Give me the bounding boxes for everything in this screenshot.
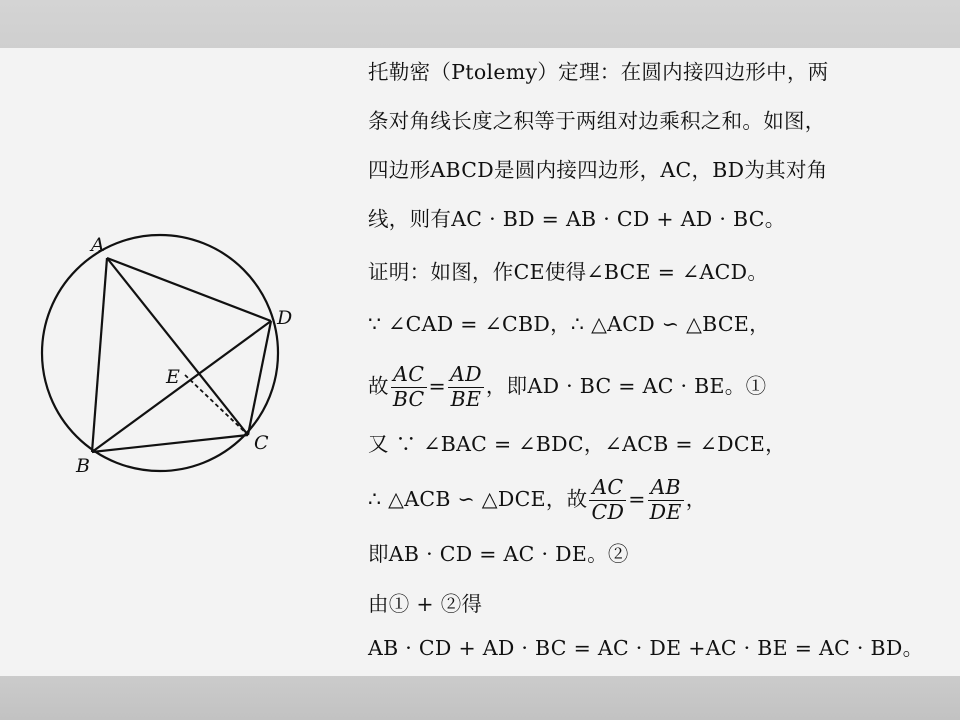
text-line-9: [368, 470, 707, 528]
fraction-numerator: AC: [589, 476, 626, 501]
side-BC: [92, 435, 248, 452]
text-line-4: 线，则有AC · BD = AB · CD + AD · BC。: [368, 207, 786, 231]
photo-top-margin: [0, 0, 960, 48]
text-line-2: 条对角线长度之积等于两组对边乘积之和。如图，: [368, 109, 826, 133]
text-line-1: 托勒密（Ptolemy）定理：在圆内接四边形中，两: [368, 60, 829, 84]
text-line-7: [368, 357, 766, 415]
text-line-9-suffix: ，: [685, 487, 707, 511]
text-line-3: 四边形ABCD是圆内接四边形，AC，BD为其对角: [368, 158, 828, 182]
fraction-ad-be: [448, 363, 484, 411]
fraction-numerator: AD: [450, 362, 482, 387]
text-line-8: 又 ∵ ∠BAC = ∠BDC，∠ACB = ∠DCE，: [368, 432, 786, 456]
fraction-denominator: DE: [649, 500, 682, 524]
vertex-label-C: C: [254, 432, 269, 454]
side-AB: [92, 258, 107, 452]
vertex-label-B: B: [76, 455, 90, 477]
text-line-7-suffix: ，即AD · BC = AC · BE。①: [485, 374, 767, 398]
text-line-10: 即AB · CD = AC · DE。②: [368, 542, 629, 566]
photo-bottom-margin: [0, 676, 960, 720]
vertex-label-A: A: [91, 234, 105, 256]
text-line-6: ∵ ∠CAD = ∠CBD，∴ △ACD ∽ △BCE，: [368, 312, 770, 336]
fraction-denominator: CD: [591, 500, 625, 524]
point-label-E: E: [166, 366, 180, 388]
equals-sign: =: [628, 487, 646, 511]
fraction-ab-de: [648, 476, 684, 524]
cyclic-quadrilateral-figure: [20, 225, 330, 485]
fraction-numerator: AC: [391, 363, 427, 388]
fraction-denominator: BC: [392, 387, 425, 411]
fraction-numerator: AB: [648, 476, 684, 501]
fraction-denominator: BE: [450, 387, 482, 411]
text-line-11: 由① + ②得: [368, 592, 483, 616]
text-line-7-prefix: 故: [368, 374, 389, 398]
diagonal-BD: [92, 321, 271, 452]
vertex-label-D: D: [277, 307, 293, 329]
fraction-ac-cd: [589, 476, 626, 524]
equals-sign: =: [428, 374, 447, 398]
dashed-segment-CE: [185, 375, 248, 435]
geometry-diagram: [20, 225, 330, 485]
text-line-5: 证明：如图，作CE使得∠BCE = ∠ACD。: [368, 260, 769, 284]
text-line-12: AB · CD + AD · BC = AC · DE +AC · BE = AC · BD。: [368, 636, 924, 660]
fraction-ac-bc: [391, 363, 427, 411]
text-line-9-prefix: ∴ △ACB ∽ △DCE，故: [368, 487, 588, 511]
